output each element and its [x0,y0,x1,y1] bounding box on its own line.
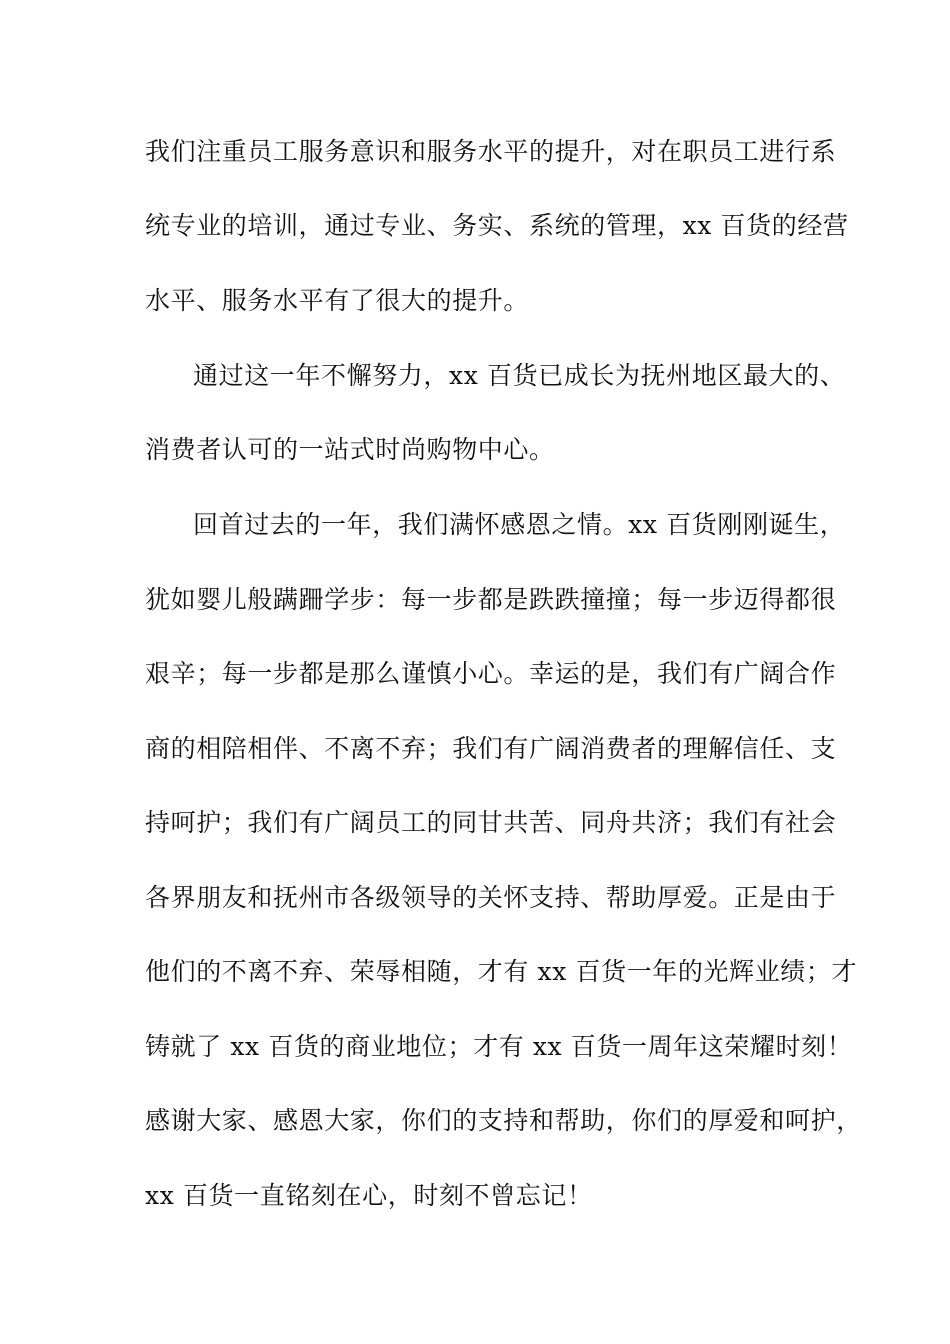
paragraph-3-line-9: 感谢大家、感恩大家，你们的支持和帮助，你们的厚爱和呵护， [145,1106,862,1135]
paragraph-3-line-3: 艰辛；每一步都是那么谨慎小心。幸运的是，我们有广阔合作 [145,659,837,688]
paragraph-3-line-1: 回首过去的一年，我们满怀感恩之情。xx 百货刚刚诞生， [193,510,846,539]
paragraph-1-line-1: 我们注重员工服务意识和服务水平的提升，对在职员工进行系 [145,137,837,166]
paragraph-3-line-6: 各界朋友和抚州市各级领导的关怀支持、帮助厚爱。正是由于 [145,883,837,912]
paragraph-3-line-8: 铸就了 xx 百货的商业地位；才有 xx 百货一周年这荣耀时刻！ [145,1032,853,1061]
paragraph-3-line-5: 持呵护；我们有广阔员工的同甘共苦、同舟共济；我们有社会 [145,808,837,837]
paragraph-3-line-7: 他们的不离不弃、荣辱相随，才有 xx 百货一年的光辉业绩；才 [145,957,858,986]
paragraph-3-line-2: 犹如婴儿般蹒跚学步：每一步都是跌跌撞撞；每一步迈得都很 [145,585,837,614]
paragraph-3-line-10: xx 百货一直铭刻在心，时刻不曾忘记！ [145,1181,593,1210]
paragraph-2-line-2: 消费者认可的一站式时尚购物中心。 [145,435,555,464]
paragraph-1-line-3: 水平、服务水平有了很大的提升。 [145,286,530,315]
paragraph-3-line-4: 商的相陪相伴、不离不弃；我们有广阔消费者的理解信任、支 [145,734,837,763]
paragraph-2-line-1: 通过这一年不懈努力，xx 百货已成长为抚州地区最大的、 [193,361,846,390]
paragraph-1-line-2: 统专业的培训，通过专业、务实、系统的管理，xx 百货的经营 [145,211,849,240]
